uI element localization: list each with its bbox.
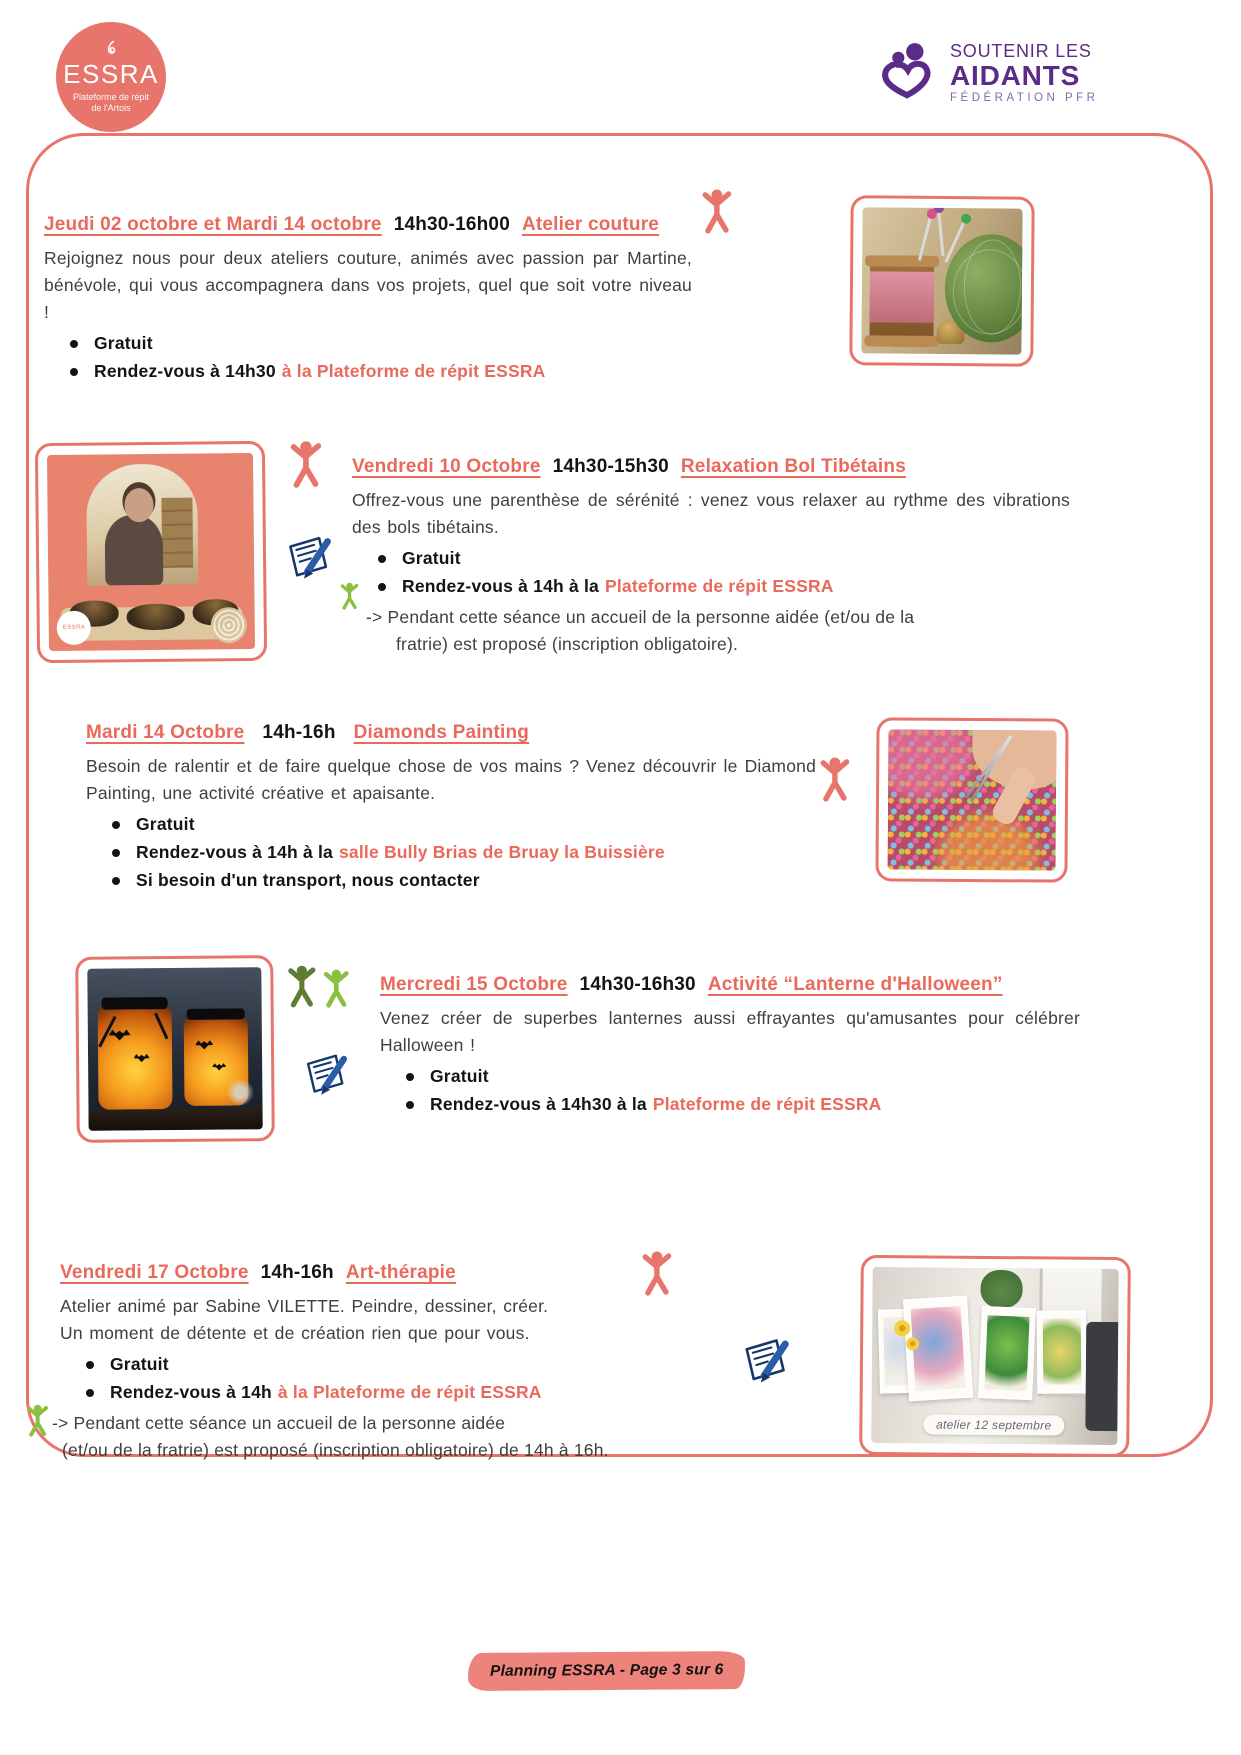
event-lanterne-halloween bbox=[380, 974, 1080, 1122]
event-description: Besoin de ralentir et de faire quelque chose de vos mains ? Venez découvrir le Diamond Painting, une activité créative et apaisante. bbox=[86, 756, 816, 804]
event-description: Atelier animé par Sabine VILETTE. Peindre, dessiner, créer. Un moment de détente et de création rien que pour vous. bbox=[60, 1296, 549, 1344]
bullet-dot bbox=[378, 555, 386, 563]
bullet-item: Rendez-vous à 14h à la salle Bully Brias de Bruay la Buissière bbox=[112, 842, 816, 863]
bullet-dot bbox=[70, 368, 78, 376]
lantern-jar bbox=[98, 1005, 172, 1109]
photo-diamond-painting bbox=[888, 729, 1057, 870]
essra-mini-logo: ESSRA bbox=[57, 611, 91, 645]
event-description: Venez créer de superbes lanternes aussi effrayantes qu'amusantes pour célébrer Halloween ! bbox=[380, 1008, 1080, 1056]
event-date: Mardi 14 Octobre bbox=[86, 722, 245, 743]
care-note: -> Pendant cette séance un accueil de la personne aidée (et/ou de la fratrie) est proposé (inscription obligatoire). bbox=[366, 607, 915, 654]
pencil-note-icon bbox=[738, 1330, 794, 1391]
person-icon bbox=[698, 188, 734, 236]
event-diamonds-painting bbox=[86, 722, 816, 898]
footer-page-badge: Planning ESSRA - Page 3 sur 6 bbox=[468, 1651, 746, 1691]
event-time: 14h30-15h30 bbox=[552, 456, 669, 477]
plant bbox=[981, 1270, 1023, 1309]
essra-logo-subtitle: Plateforme de répit de l'Artois bbox=[72, 91, 150, 113]
photo-diamond-frame bbox=[875, 717, 1068, 882]
aidants-logo bbox=[874, 40, 1098, 105]
bullet-item: Gratuit bbox=[378, 548, 1070, 569]
photo-bowls-frame bbox=[35, 441, 267, 663]
arch-photo bbox=[86, 463, 199, 586]
bullet-dot bbox=[112, 849, 120, 857]
event-heading bbox=[352, 456, 1070, 478]
event-description: Rejoignez nous pour deux ateliers couture, animés avec passion par Martine, bénévole, qui vous accompagnera dans vos projets, quel que soit votre niveau ! bbox=[44, 248, 692, 323]
event-title: Activité “Lanterne d'Halloween” bbox=[707, 974, 1003, 995]
event-title: Atelier couture bbox=[521, 214, 660, 235]
bullet-item: Rendez-vous à 14h30 à la Plateforme de répit ESSRA bbox=[406, 1094, 1080, 1115]
bullet-list bbox=[112, 814, 816, 891]
photo-lanterns-frame bbox=[75, 955, 275, 1143]
bullet-dot bbox=[86, 1361, 94, 1369]
mandala-logo bbox=[210, 607, 246, 643]
event-time: 14h-16h bbox=[260, 1262, 334, 1283]
event-atelier-couture bbox=[44, 214, 692, 389]
painting bbox=[978, 1306, 1036, 1400]
event-date: Jeudi 02 octobre et Mardi 14 octobre bbox=[44, 214, 382, 235]
essra-logo bbox=[56, 22, 166, 132]
bullet-dot bbox=[378, 583, 386, 591]
event-date: Vendredi 10 Octobre bbox=[352, 456, 541, 477]
person-icon bbox=[816, 756, 852, 804]
event-date: Vendredi 17 Octobre bbox=[60, 1262, 249, 1283]
bullet-item: Rendez-vous à 14h à la Plateforme de répit ESSRA bbox=[86, 1382, 760, 1403]
bullet-list bbox=[70, 333, 692, 382]
bullet-list bbox=[406, 1066, 1080, 1115]
event-heading bbox=[86, 722, 816, 744]
event-heading bbox=[44, 214, 692, 236]
event-title: Diamonds Painting bbox=[353, 722, 530, 743]
bullet-dot bbox=[112, 821, 120, 829]
thread-spool bbox=[869, 256, 934, 347]
bullet-list bbox=[86, 1354, 760, 1403]
bullet-dot bbox=[406, 1101, 414, 1109]
photo-halloween-lanterns bbox=[87, 967, 262, 1131]
event-title: Relaxation Bol Tibétains bbox=[680, 456, 906, 477]
heart-people-icon bbox=[874, 40, 940, 105]
dark-object bbox=[1085, 1322, 1118, 1431]
photo-sewing-frame bbox=[849, 195, 1034, 367]
child-care-icon bbox=[338, 582, 360, 611]
photo-sewing bbox=[861, 207, 1022, 354]
bullet-item: Gratuit bbox=[86, 1354, 760, 1375]
two-people-icon bbox=[284, 964, 351, 1010]
event-title: Art-thérapie bbox=[345, 1262, 456, 1283]
pencil-note-icon bbox=[300, 1046, 352, 1103]
care-note: -> Pendant cette séance un accueil de la personne aidée (et/ou de la fratrie) est proposé (inscription obligatoire) de 14h à 16h. bbox=[52, 1413, 609, 1460]
pencil-note-icon bbox=[282, 528, 336, 587]
essra-leaf-icon bbox=[103, 40, 119, 60]
bullet-item: Gratuit bbox=[112, 814, 816, 835]
event-time: 14h30-16h00 bbox=[393, 214, 510, 235]
aidants-logo-text: SOUTENIR LES AIDANTS FÉDÉRATION PFR bbox=[950, 41, 1099, 104]
bullet-item: Gratuit bbox=[406, 1066, 1080, 1087]
event-time: 14h30-16h30 bbox=[579, 974, 696, 995]
person-icon bbox=[286, 440, 324, 490]
photo-singing-bowls bbox=[47, 453, 255, 651]
event-time: 14h-16h bbox=[262, 722, 336, 743]
photo-art-frame bbox=[859, 1255, 1131, 1457]
event-date: Mercredi 15 Octobre bbox=[380, 974, 568, 995]
event-heading bbox=[380, 974, 1080, 996]
child-care-icon bbox=[24, 1404, 50, 1438]
bullet-item: Gratuit bbox=[70, 333, 692, 354]
bullet-item: Si besoin d'un transport, nous contacter bbox=[112, 870, 816, 891]
bullet-dot bbox=[406, 1073, 414, 1081]
painting bbox=[1036, 1311, 1086, 1394]
person-icon bbox=[638, 1250, 674, 1298]
essra-logo-title: ESSRA bbox=[63, 58, 159, 89]
event-relaxation-bols bbox=[352, 456, 1070, 657]
bullet-item: Rendez-vous à 14h30 à la Plateforme de répit ESSRA bbox=[70, 361, 692, 382]
bullet-dot bbox=[70, 340, 78, 348]
bullet-dot bbox=[112, 877, 120, 885]
bullet-dot bbox=[86, 1389, 94, 1397]
bullet-item: Rendez-vous à 14h à la Plateforme de répit ESSRA bbox=[378, 576, 1070, 597]
photo-caption: atelier 12 septembre bbox=[923, 1415, 1065, 1436]
bullet-list bbox=[378, 548, 1070, 597]
event-description: Offrez-vous une parenthèse de sérénité : venez vous relaxer au rythme des vibrations des bols tibétains. bbox=[352, 490, 1070, 538]
photo-art-therapy bbox=[871, 1267, 1119, 1445]
